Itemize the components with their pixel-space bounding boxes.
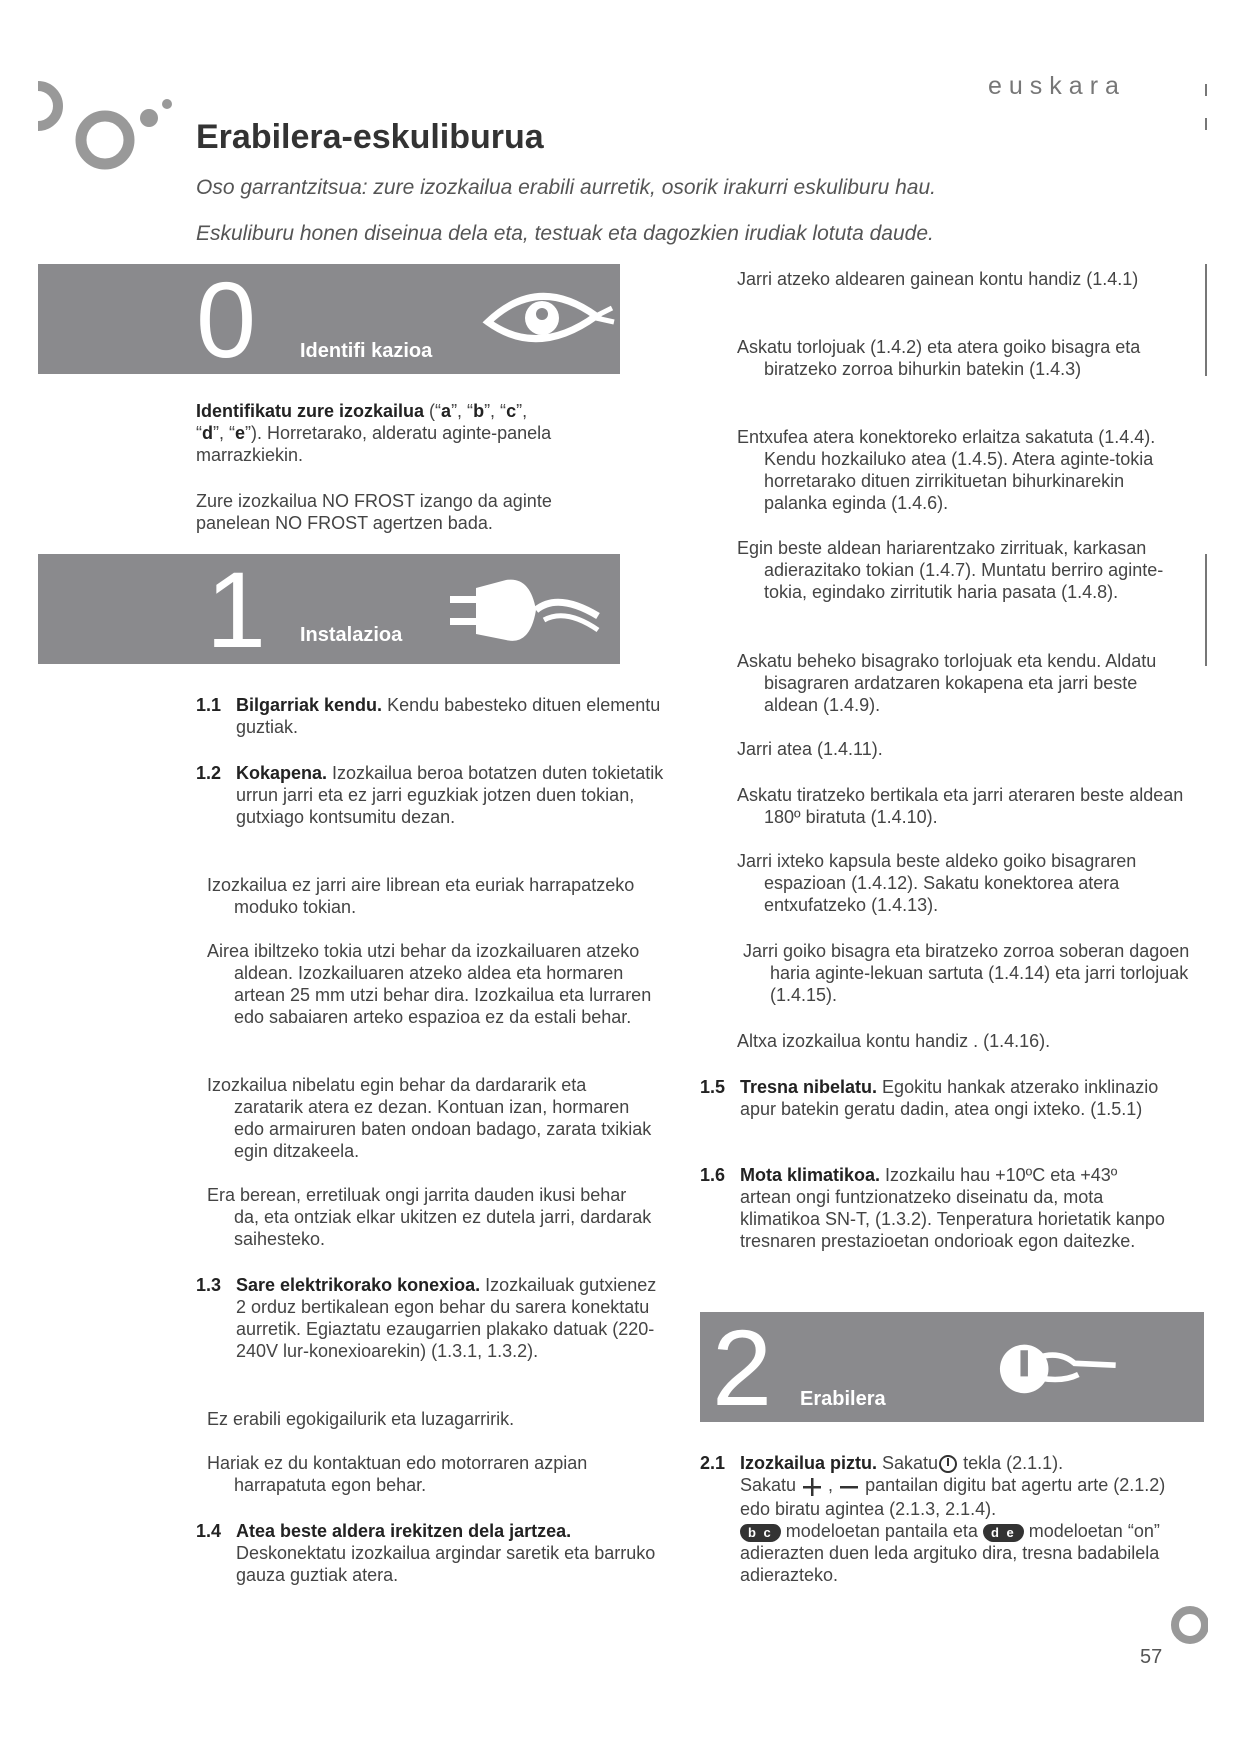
para-1-3-b: Hariak ez du kontaktuan edo motorraren azpian harrapatuta egon behar.	[207, 1453, 588, 1495]
ident-quote: ”, “	[213, 423, 235, 443]
item-text: Egokitu hankak atzerako inklinazio apur batekin geratu dadin, atea ongi ixteko. (1.5.1)	[740, 1077, 1159, 1119]
para-1-4	[196, 1520, 666, 1586]
page-title: Erabilera-eskuliburua	[196, 118, 544, 156]
step-1-4-4: Entxufea atera konektoreko erlaitza sakatuta (1.4.4). Kendu hozkailuko atea (1.4.5). Atera aginte-tokia horretarako dituen zirrikituetan bihurkinarekin palanka eginda (1.4.6).	[737, 427, 1156, 513]
model-letter: a	[441, 401, 452, 421]
minus-icon	[838, 1476, 860, 1498]
model-letter: e	[235, 423, 246, 443]
section-label: Instalazioa	[300, 624, 403, 646]
ident-quote: ”, “	[451, 401, 474, 421]
language-label: euskara	[988, 72, 1126, 100]
para-1-6	[700, 1164, 1170, 1252]
item-text: pantailan digitu bat agertu arte (2.1.2) edo biratu agintea (2.1.3, 2.1.4).	[740, 1475, 1166, 1519]
para-1-1	[196, 694, 666, 738]
item-text: tekla (2.1.1).	[958, 1453, 1064, 1473]
item-heading: Mota klimatikoa.	[740, 1165, 881, 1185]
model-tag-bc: b c	[740, 1524, 781, 1542]
item-text: Sakatu	[740, 1475, 802, 1496]
section-label: Identifi kazioa	[300, 340, 433, 362]
para-1-2-c: Izozkailua nibelatu egin behar da dardararik eta zaratarik atera ez dezan. Kontuan izan, hormaren edo armairuren baten ondoan badago, zarata txikiak egin ditzakeela.	[207, 1075, 652, 1161]
ident-quote: ”, “	[484, 401, 507, 421]
model-letter: c	[506, 401, 517, 421]
para-1-2	[196, 762, 666, 828]
model-letter: b	[473, 401, 485, 421]
model-tag-de: d e	[983, 1524, 1024, 1542]
item-heading: Kokapena.	[236, 763, 328, 783]
step-1-4-2: Askatu torlojuak (1.4.2) eta atera goiko bisagra eta biratzeko zorroa bihurkin batekin (1.4.3)	[737, 337, 1141, 379]
para-1-3-a: Ez erabili egokigailurik eta luzagarririk.	[207, 1409, 515, 1429]
step-1-4-9: Askatu beheko bisagrako torlojuak eta kendu. Aldatu bisagraren ardatzaren kokapena eta jarri beste aldean (1.4.9).	[737, 651, 1157, 715]
para-1-3	[196, 1274, 666, 1362]
item-text: modeloetan pantaila eta	[780, 1520, 983, 1541]
item-heading: Tresna nibelatu.	[740, 1077, 878, 1097]
section-band-installation	[38, 554, 620, 664]
identification-paragraph	[196, 400, 626, 466]
section-number: 1	[206, 554, 267, 664]
subtitle-design: Eskuliburu honen diseinua dela eta, testuak eta dagozkien irudiak lotuta daude.	[196, 222, 934, 245]
margin-bar	[1205, 264, 1207, 376]
item-text: Deskonektatu izozkailua argindar saretik eta barruko gauza guztiak atera.	[236, 1543, 656, 1585]
item-heading: Atea beste aldera irekitzen dela jartzea.	[236, 1521, 572, 1541]
item-text: Izozkailuak gutxienez 2 orduz bertikalean egon behar du sarera konektatu aurretik. Egiaztatu ezaugarrien plakako datuak (220-240V lur-konexioarekin) (1.3.1, 1.3.2).	[236, 1275, 657, 1361]
section-label: Erabilera	[800, 1388, 886, 1410]
para-1-2-b: Airea ibiltzeko tokia utzi behar da izozkailuaren atzeko aldean. Izozkailuaren atzeko aldea eta hormaren artean 25 mm utzi behar dira. Izozkailua eta lurraren edo sabaiaren arteko espazioa ez da estali behar.	[207, 941, 652, 1027]
nofrost-paragraph: Zure izozkailua NO FROST izango da aginte panelean NO FROST agertzen bada.	[196, 491, 552, 533]
step-1-4-14: Jarri goiko bisagra eta biratzeko zorroa soberan dagoen haria aginte-lekuan sartuta (1.4.14) eta jarri torlojuak (1.4.15).	[743, 941, 1190, 1005]
step-1-4-16: Altxa izozkailua kontu handiz . (1.4.16).	[737, 1031, 1051, 1051]
item-number: 1.3	[196, 1275, 222, 1295]
power-button-icon	[980, 1326, 1130, 1410]
item-text: ,	[823, 1475, 839, 1496]
eye-icon	[478, 278, 618, 358]
item-text: Kendu babesteko dituen elementu guztiak.	[236, 695, 661, 737]
step-1-4-10: Askatu tiratzeko bertikala eta jarri ateraren beste aldean 180º biratuta (1.4.10).	[737, 785, 1184, 827]
ident-quote: (“	[424, 401, 442, 421]
ident-quote: ”,	[516, 401, 528, 421]
margin-bar	[1205, 84, 1207, 96]
item-heading: Izozkailua piztu.	[740, 1453, 878, 1473]
plug-icon	[448, 566, 618, 656]
ident-rest: ”). Horretarako, alderatu aginte-panela marrazkiekin.	[196, 423, 552, 465]
para-1-2-d: Era berean, erretiluak ongi jarrita dauden ikusi behar da, eta ontziak elkar ukitzen ez dutela jarri, dardarak saihesteko.	[207, 1185, 652, 1249]
item-text: Izozkailua beroa botatzen duten tokietatik urrun jarri eta ez jarri eguzkiak jotzen duen tokian, gutxiago kontsumitu dezan.	[236, 763, 664, 827]
footer-circle-icon	[1168, 1600, 1208, 1650]
para-1-5	[700, 1076, 1170, 1120]
item-number: 2.1	[700, 1453, 726, 1473]
plus-icon	[801, 1476, 823, 1498]
ident-quote: “	[196, 423, 202, 443]
item-heading: Bilgarriak kendu.	[236, 695, 383, 715]
item-number: 1.6	[700, 1165, 726, 1185]
item-text: Sakatu	[877, 1453, 939, 1473]
page-number: 57	[1140, 1646, 1163, 1668]
step-1-4-7: Egin beste aldean hariarentzako zirrituak, karkasan adierazitako tokian (1.4.7). Muntatu berriro aginte-tokia, egindako zirritutik haria pasata (1.4.8).	[737, 538, 1164, 602]
subtitle-important: Oso garrantzitsua: zure izozkailua erabili aurretik, osorik irakurri eskuliburu hau.	[196, 176, 936, 199]
step-1-4-1: Jarri atzeko aldearen gainean kontu handiz (1.4.1)	[737, 269, 1139, 289]
para-2-1	[700, 1452, 1170, 1586]
item-number: 1.5	[700, 1077, 726, 1097]
item-text: modeloetan “on” adierazten duen leda argituko dira, tresna badabilela adierazteko.	[740, 1520, 1160, 1585]
section-number: 2	[712, 1312, 773, 1422]
item-number: 1.4	[196, 1521, 222, 1541]
margin-bar	[1205, 118, 1207, 130]
para-1-2-a: Izozkailua ez jarri aire librean eta euriak harrapatzeko moduko tokian.	[207, 875, 635, 917]
margin-bar	[1205, 554, 1207, 666]
item-heading: Sare elektrikorako konexioa.	[236, 1275, 481, 1295]
power-icon	[938, 1454, 958, 1474]
brand-logo-icon	[33, 78, 173, 188]
model-letter: d	[202, 423, 213, 443]
ident-bold: Identifikatu zure izozkailua	[196, 401, 425, 421]
section-band-usage	[700, 1312, 1204, 1422]
step-1-4-12: Jarri ixteko kapsula beste aldeko goiko bisagraren espazioan (1.4.12). Sakatu konektorea atera entxufatzeko (1.4.13).	[737, 851, 1137, 915]
item-number: 1.1	[196, 695, 222, 715]
item-text: Izozkailu hau +10ºC eta +43º artean ongi funtzionatzeko diseinatu da, mota klimatikoa SN-T, (1.3.2). Tenperatura horietatik kanpo tresnaren prestazioetan ondorioak egon daitezke.	[740, 1165, 1165, 1251]
item-number: 1.2	[196, 763, 222, 783]
step-1-4-11: Jarri atea (1.4.11).	[737, 739, 883, 759]
section-number: 0	[196, 264, 257, 374]
section-band-identification	[38, 264, 620, 374]
